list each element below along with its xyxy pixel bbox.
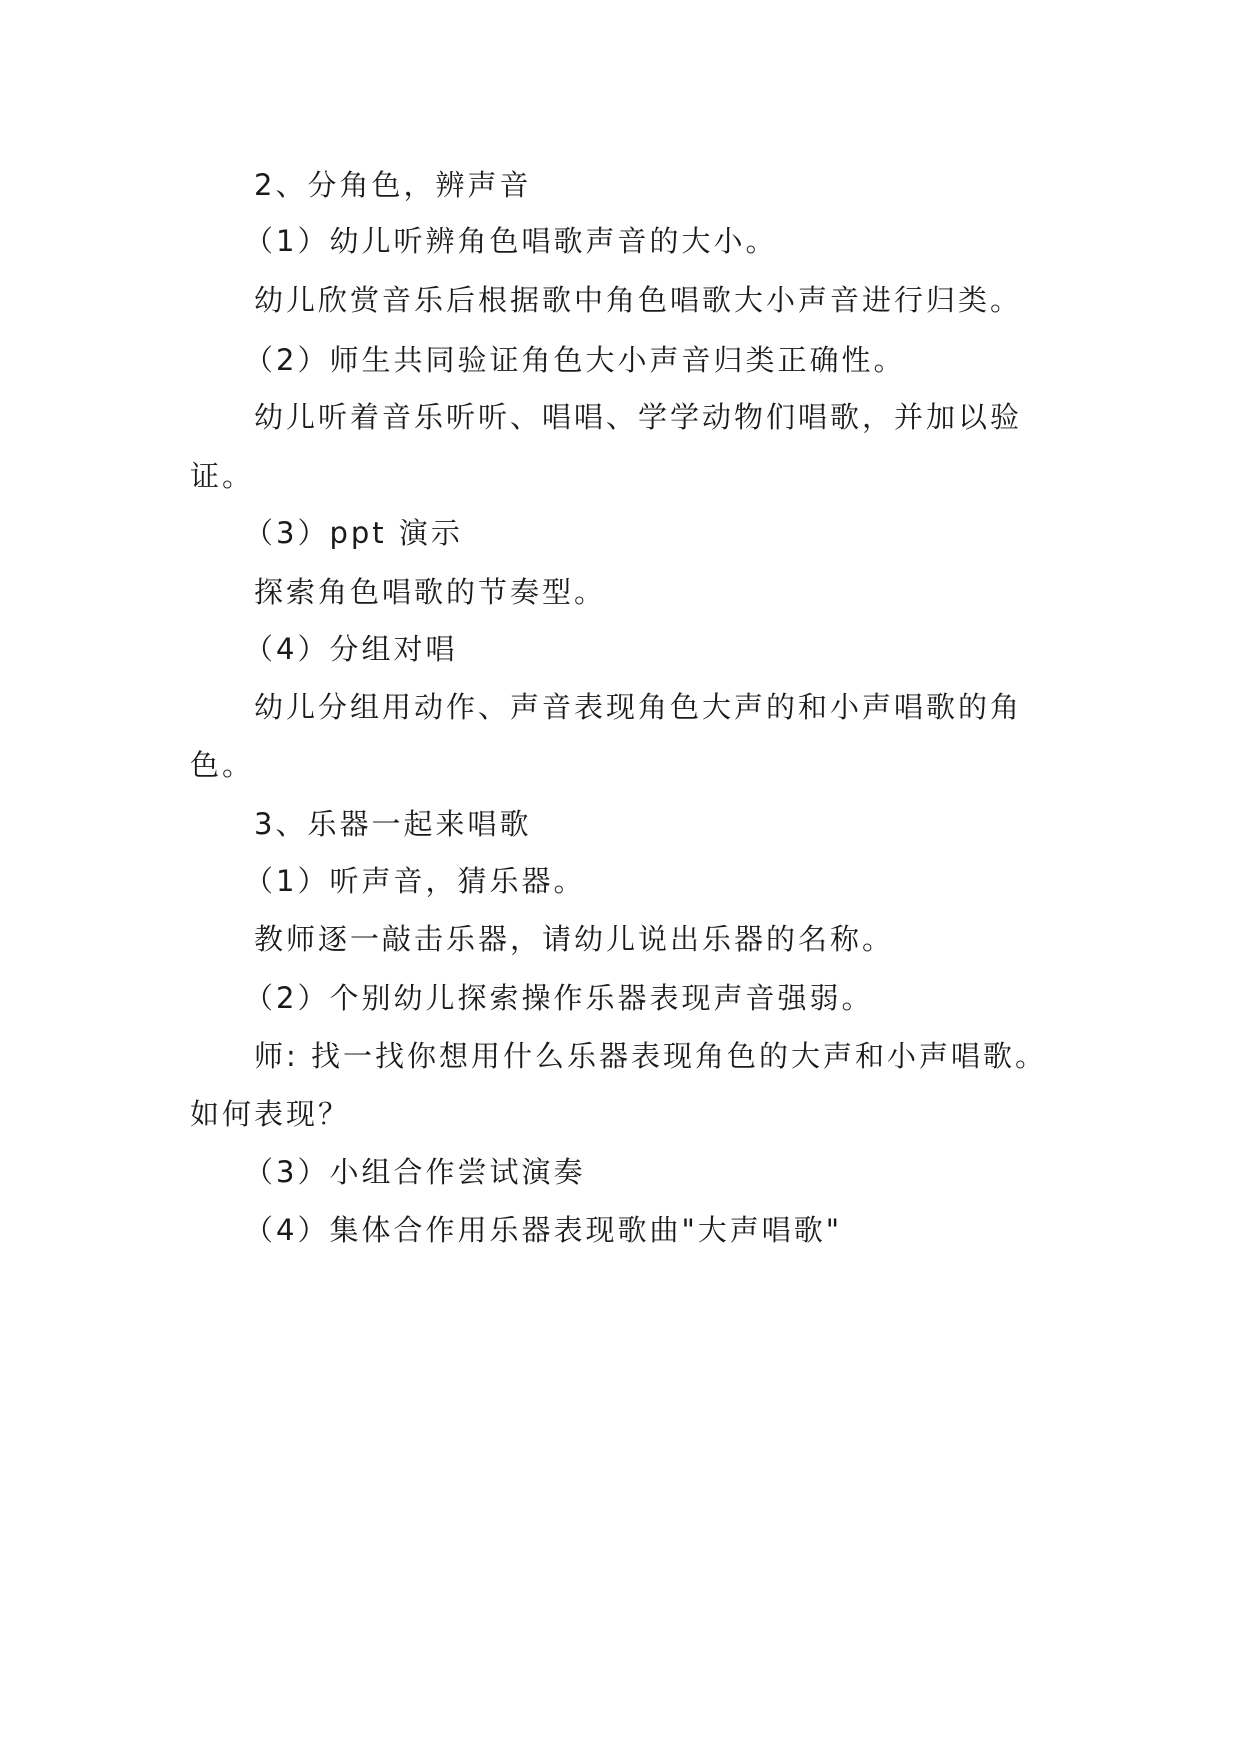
subheading-3-3: （3）小组合作尝试演奏 xyxy=(244,1155,586,1189)
section-heading-3: 3、乐器一起来唱歌 xyxy=(254,807,532,841)
subheading-2-4: （4）分组对唱 xyxy=(244,632,458,666)
paragraph-line: 幼儿欣赏音乐后根据歌中角色唱歌大小声音进行归类。 xyxy=(254,283,1023,317)
subheading-3-2: （2）个别幼儿探索操作乐器表现声音强弱。 xyxy=(244,981,874,1015)
subheading-2-2: （2）师生共同验证角色大小声音归类正确性。 xyxy=(244,343,906,377)
paragraph-line: 幼儿听着音乐听听、唱唱、学学动物们唱歌，并加以验 xyxy=(254,400,1023,434)
paragraph-line: 师: 找一找你想用什么乐器表现角色的大声和小声唱歌。 xyxy=(254,1039,1047,1073)
paragraph-line: 教师逐一敲击乐器，请幼儿说出乐器的名称。 xyxy=(254,922,895,956)
paragraph-line: 色。 xyxy=(190,748,255,782)
paragraph-line: 幼儿分组用动作、声音表现角色大声的和小声唱歌的角 xyxy=(254,690,1023,724)
subheading-2-3: （3）ppt 演示 xyxy=(244,516,463,550)
section-heading-2: 2、分角色，辨声音 xyxy=(254,168,532,202)
subheading-3-4: （4）集体合作用乐器表现歌曲"大声唱歌" xyxy=(244,1213,843,1247)
subheading-2-1: （1）幼儿听辨角色唱歌声音的大小。 xyxy=(244,224,778,258)
subheading-3-1: （1）听声音，猜乐器。 xyxy=(244,864,586,898)
paragraph-line: 探索角色唱歌的节奏型。 xyxy=(254,575,607,609)
paragraph-line: 证。 xyxy=(190,459,255,493)
paragraph-line: 如何表现？ xyxy=(190,1097,351,1131)
